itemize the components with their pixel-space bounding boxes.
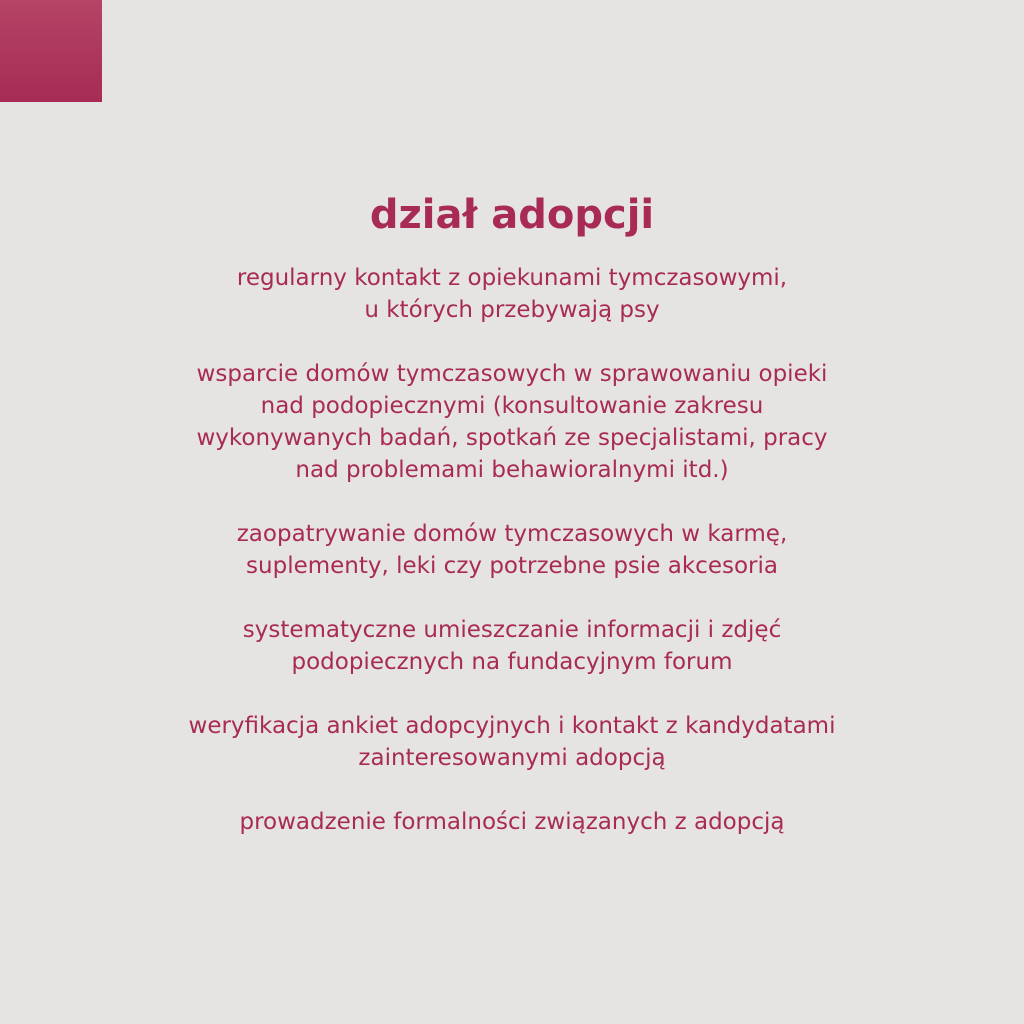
list-item (72, 262, 952, 326)
item-text-line: nad podopiecznymi (konsultowanie zakresu (260, 393, 764, 419)
item-text-line: u których przebywają psy (364, 297, 660, 323)
item-text-line: zaopatrywanie domów tymczasowych w karmę, (236, 521, 788, 547)
item-text-line: wykonywanych badań, spotkań ze specjalistami, pracy (196, 425, 828, 451)
item-text-line: systematyczne umieszczanie informacji i zdjęć (242, 617, 782, 643)
list-item (72, 710, 952, 774)
item-text-line: regularny kontakt z opiekunami tymczasowymi, (236, 265, 788, 291)
item-text-line: nad problemami behawioralnymi itd.) (295, 457, 729, 483)
list-item (72, 614, 952, 678)
item-text-line: wsparcie domów tymczasowych w sprawowaniu opieki (196, 361, 828, 387)
item-text-line: prowadzenie formalności związanych z adopcją (239, 809, 785, 835)
content-area (0, 186, 1024, 870)
page-title: dział adopcji (369, 192, 655, 238)
list-item (72, 358, 952, 486)
item-text-line: podopiecznych na fundacyjnym forum (291, 649, 733, 675)
item-text-line: zainteresowanymi adopcją (358, 745, 666, 771)
list-item (72, 518, 952, 582)
item-text-line: weryfikacja ankiet adopcyjnych i kontakt z kandydatami (188, 713, 836, 739)
list-item (72, 806, 952, 838)
item-text-line: suplementy, leki czy potrzebne psie akcesoria (246, 553, 778, 579)
corner-accent-square (0, 0, 102, 102)
